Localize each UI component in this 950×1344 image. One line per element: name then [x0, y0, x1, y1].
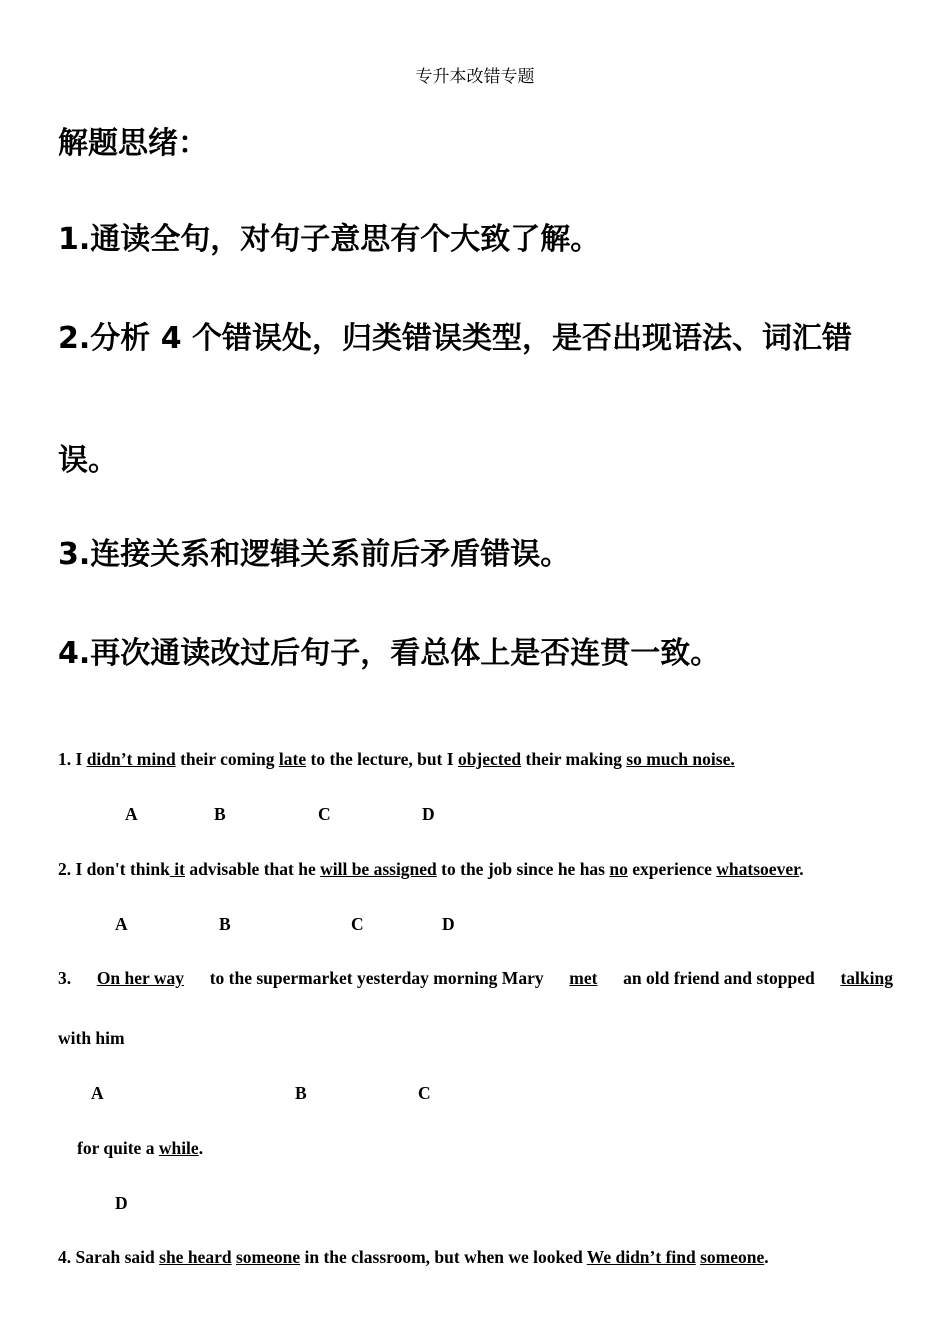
q3-label-b: B	[295, 1083, 307, 1103]
q2-label-d: D	[442, 914, 455, 934]
page-header: 专升本改错专题	[415, 67, 535, 87]
tip-2-line-2: 误。	[58, 443, 118, 478]
q3-label-d: D	[115, 1193, 128, 1213]
tip-3: 3.连接关系和逻辑关系前后矛盾错误。	[58, 537, 571, 572]
q1-label-a: A	[125, 804, 138, 824]
q3-label-a: A	[91, 1083, 104, 1103]
q2-label-b: B	[219, 914, 231, 934]
question-1: 1. I didn’t mind their coming late to the lecture, but I objected their making so much noise.	[58, 749, 735, 769]
tip-1: 1.通读全句，对句子意思有个大致了解。	[58, 222, 601, 257]
q1-option-b: late	[278, 749, 307, 769]
q2-option-d: whatsoever	[716, 859, 800, 879]
q4-option-a: she heard	[159, 1247, 232, 1267]
q3-option-b: met	[569, 968, 598, 988]
q1-label-d: D	[422, 804, 435, 824]
q3-option-a: On her way	[96, 968, 184, 988]
q2-label-a: A	[115, 914, 128, 934]
q4-option-d: someone	[700, 1247, 765, 1267]
question-3-line-2: with him	[58, 1028, 125, 1048]
q3-option-c: talking	[840, 968, 893, 988]
question-4: 4. Sarah said she heard someone in the classroom, but when we looked We didn’t find someone.	[58, 1247, 769, 1267]
q2-option-c: no	[609, 859, 628, 879]
question-3-line-1: 3. On her way to the supermarket yesterday morning Mary met an old friend and stopped talking	[58, 968, 893, 988]
q4-option-c: We didn’t find	[586, 1247, 696, 1267]
q1-option-d: so much noise.	[626, 749, 735, 769]
question-2: 2. I don't think it advisable that he will be assigned to the job since he has no experience whatsoever.	[58, 859, 804, 879]
tips-heading: 解题思绪：	[58, 126, 208, 161]
q1-option-a: didn’t mind	[86, 749, 176, 769]
q2-label-c: C	[351, 914, 364, 934]
q1-label-b: B	[214, 804, 226, 824]
q1-label-c: C	[318, 804, 331, 824]
q3-option-d: while	[158, 1138, 199, 1158]
question-3-line-3: for quite a while.	[77, 1138, 204, 1158]
q1-option-c: objected	[457, 749, 522, 769]
tip-4: 4.再次通读改过后句子，看总体上是否连贯一致。	[58, 636, 721, 671]
q2-option-a: it	[169, 859, 185, 879]
tip-2-line-1: 2.分析 4 个错误处，归类错误类型，是否出现语法、词汇错	[58, 321, 853, 356]
q4-option-b: someone	[235, 1247, 301, 1267]
q3-label-c: C	[418, 1083, 431, 1103]
q2-option-b: will be assigned	[320, 859, 437, 879]
